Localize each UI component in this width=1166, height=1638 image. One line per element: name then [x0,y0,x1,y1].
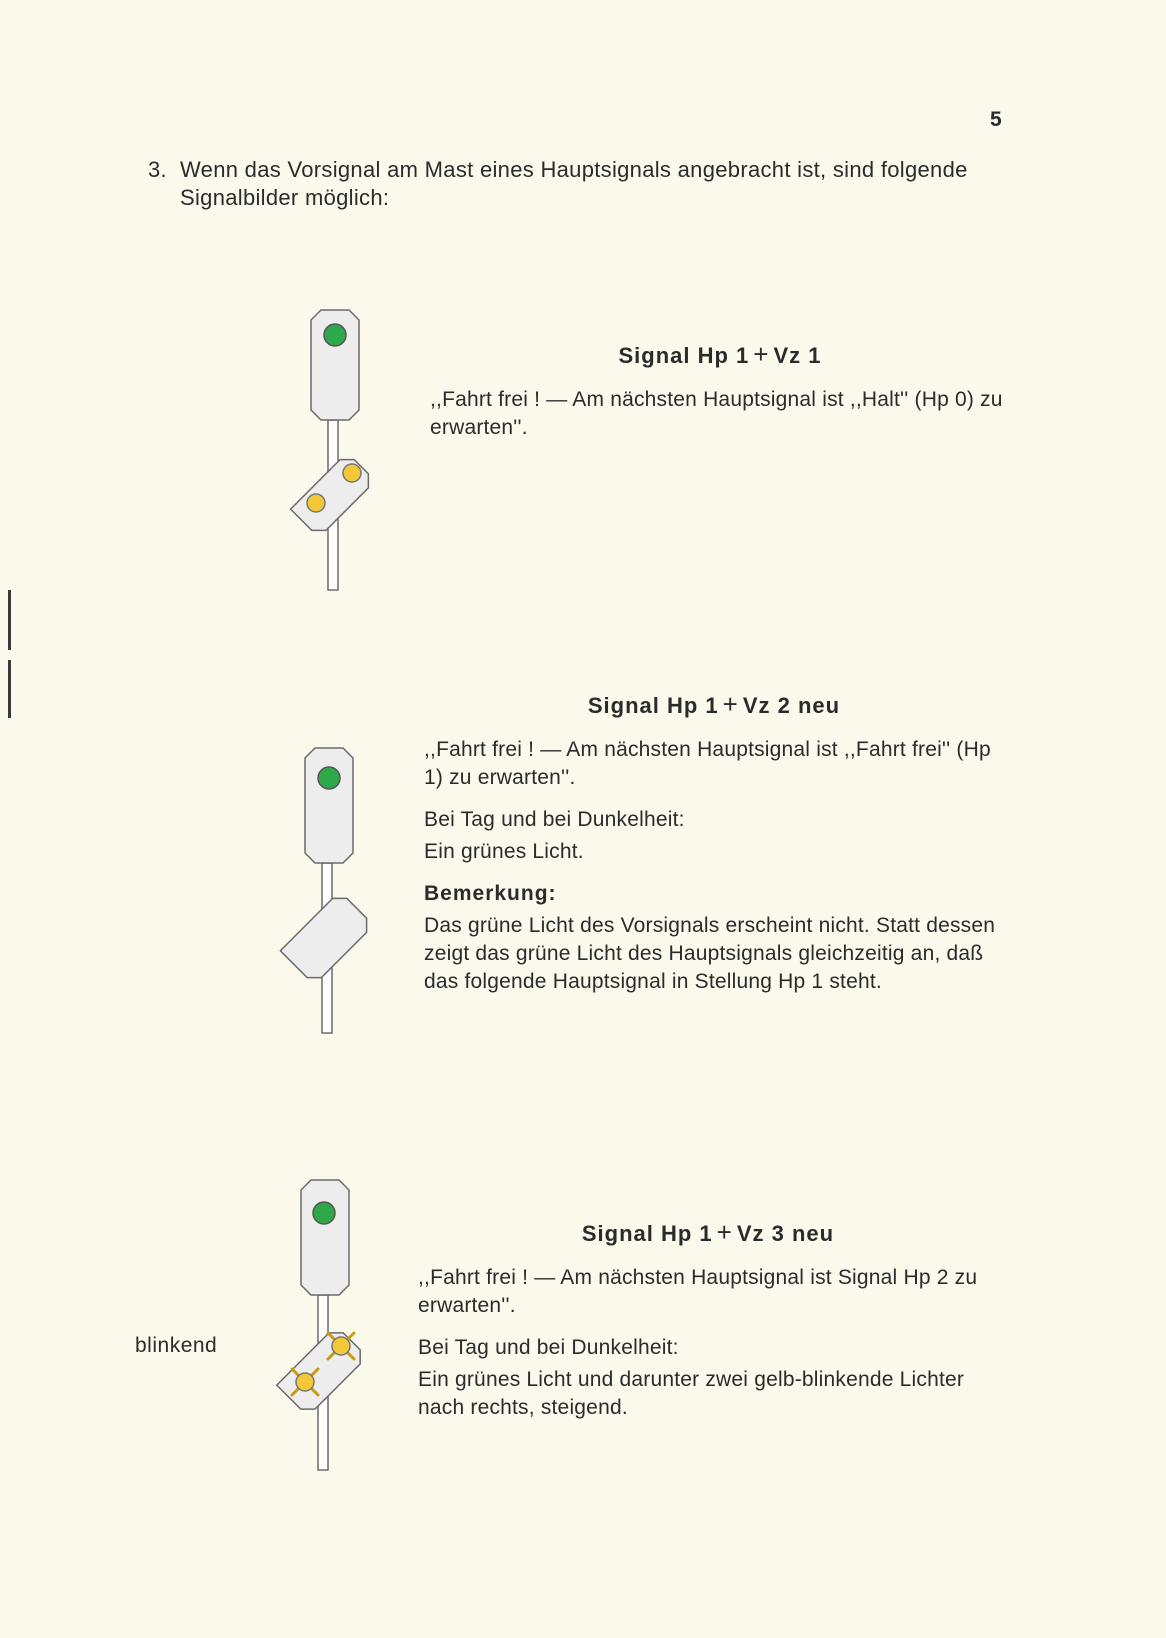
green-light-icon [324,324,346,346]
remark-text: Das grüne Licht des Vorsignals erscheint nicht. Statt dessen zeigt das grüne Licht des Hauptsignals gleichzeitig an, daß das folgende Hauptsignal in Stellung Hp 1 steht. [424,914,996,993]
intro-paragraph [148,156,1008,212]
signal-hp1-vz3-illustration [282,1180,382,1480]
blinking-yellow-light-icon [328,1333,354,1359]
distant-signal-screen [277,1326,368,1417]
main-signal-screen [301,1180,349,1295]
signal-description: ,,Fahrt frei ! — Am nächsten Hauptsignal ist Signal Hp 2 zu erwarten''. [418,1266,978,1317]
intro-number: 3. [148,157,167,182]
green-light-icon [318,767,340,789]
signal-section-1 [430,340,1010,452]
remark-heading: Bemerkung: [424,882,557,905]
yellow-light-icon [307,494,325,512]
green-light-icon [313,1202,335,1224]
signal-section-2 [424,690,1004,1006]
signal-hp1-vz2-illustration [285,748,375,1038]
signal-description: ,,Fahrt frei ! — Am nächsten Hauptsignal ist ,,Halt'' (Hp 0) zu erwarten''. [430,388,1003,439]
signal-title: Signal Hp 1 + Vz 1 [618,339,822,369]
binding-mark [8,590,11,650]
blinking-label: blinkend [135,1334,218,1357]
signal-title: Signal Hp 1 + Vz 3 neu [581,1217,835,1247]
main-signal-screen [305,748,353,863]
intro-text: Wenn das Vorsignal am Mast eines Hauptsignals angebracht ist, sind folgende Signalbilder möglich: [180,157,968,210]
day-night-label: Bei Tag und bei Dunkelheit: [418,1336,679,1359]
blinking-yellow-light-icon [292,1369,318,1395]
signal-description: ,,Fahrt frei ! — Am nächsten Hauptsignal ist ,,Fahrt frei'' (Hp 1) zu erwarten''. [424,738,991,789]
yellow-light-icon [343,464,361,482]
signal-hp1-vz1-illustration [295,310,385,600]
signal-aspect: Ein grünes Licht. [424,840,584,863]
distant-signal-screen [280,891,373,984]
binding-mark [8,660,11,718]
day-night-label: Bei Tag und bei Dunkelheit: [424,808,685,831]
signal-section-3 [418,1218,998,1432]
signal-aspect: Ein grünes Licht und darunter zwei gelb-blinkende Lichter nach rechts, steigend. [418,1368,965,1419]
signal-title: Signal Hp 1 + Vz 2 neu [587,689,841,719]
page-number: 5 [990,108,1002,131]
